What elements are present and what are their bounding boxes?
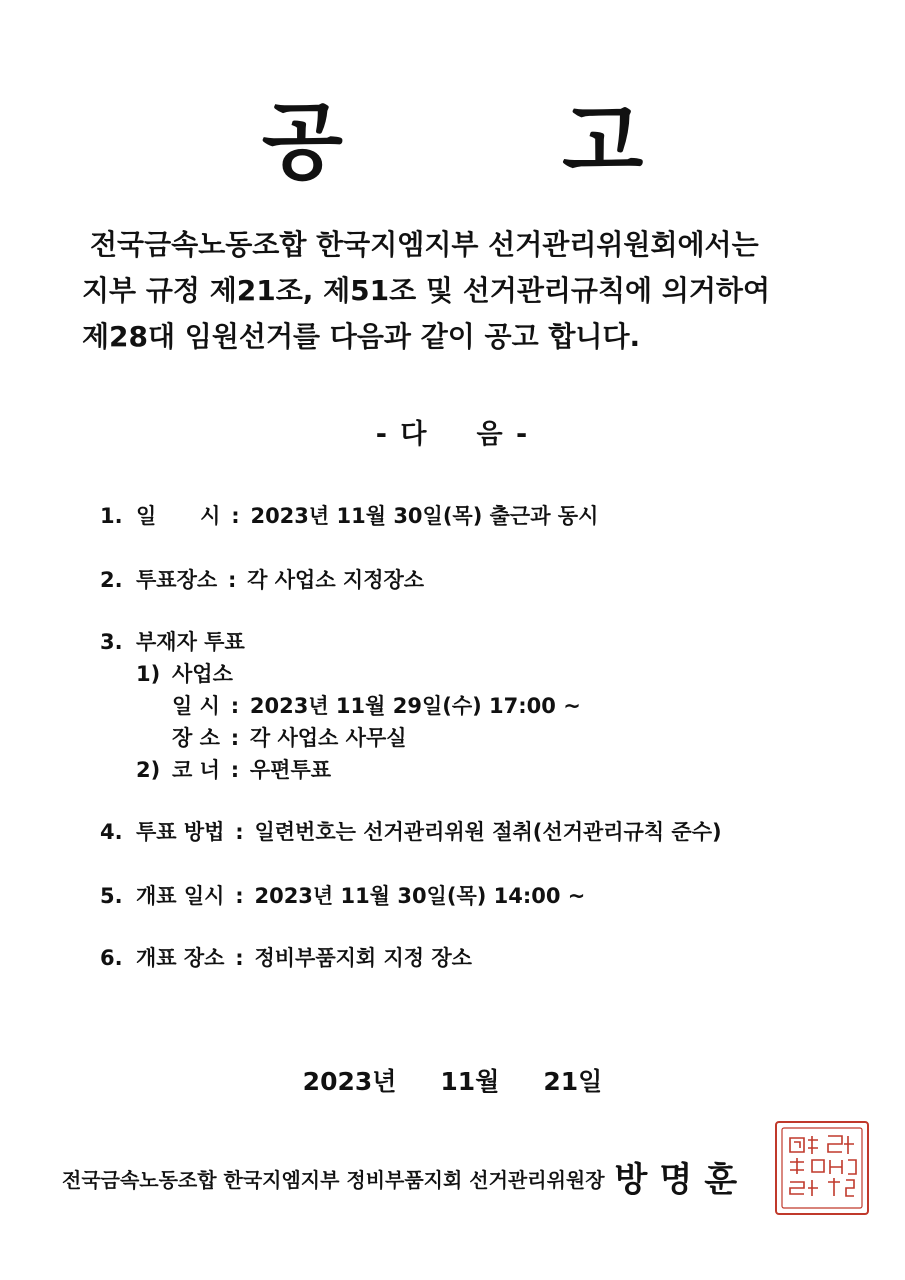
subitem-workplace bbox=[100, 658, 233, 690]
section-heading-right: 음 - bbox=[476, 419, 530, 450]
item-value: 2023년 11월 30일(목) 14:00 ~ bbox=[254, 884, 586, 908]
item-number: 5. bbox=[100, 884, 123, 908]
item-number: 1. bbox=[100, 504, 123, 528]
item-number: 6. bbox=[100, 946, 123, 970]
intro-line-2: 지부 규정 제21조, 제51조 및 선거관리규칙에 의거하여 bbox=[82, 274, 771, 307]
signer-name: 방명훈 bbox=[614, 1160, 750, 1200]
item-label: 개표 일시 bbox=[136, 884, 225, 908]
date-day: 21일 bbox=[543, 1067, 603, 1096]
item-value: 일련번호는 선거관리위원 절취(선거관리규칙 준수) bbox=[254, 820, 722, 844]
item-counting-time bbox=[100, 880, 585, 912]
item-separator: : bbox=[227, 568, 237, 592]
section-heading-left: - 다 bbox=[375, 419, 429, 450]
item-separator: : bbox=[235, 946, 244, 970]
item-voting-place bbox=[100, 564, 424, 596]
item-separator: : bbox=[235, 884, 244, 908]
item-label: 부재자 투표 bbox=[136, 630, 245, 654]
item-label: 개표 장소 bbox=[136, 946, 225, 970]
item-separator: : bbox=[230, 758, 240, 782]
item-label: 투표 방법 bbox=[136, 820, 225, 844]
subitem-number: 2) bbox=[136, 758, 161, 782]
intro-line-1: 전국금속노동조합 한국지엠지부 선거관리위원회에서는 bbox=[90, 228, 759, 261]
intro-paragraph bbox=[82, 222, 842, 360]
item-separator: : bbox=[235, 820, 244, 844]
subitem-workplace-place bbox=[100, 722, 407, 754]
signer-line bbox=[62, 1152, 862, 1201]
item-number: 4. bbox=[100, 820, 123, 844]
subitem-label: 일 시 bbox=[172, 694, 220, 718]
item-label: 일 시 bbox=[136, 504, 221, 528]
item-separator: : bbox=[230, 726, 240, 750]
official-seal-icon bbox=[772, 1118, 872, 1218]
item-value: 2023년 11월 30일(목) 출근과 동시 bbox=[250, 504, 599, 528]
document-title: 공 고 bbox=[261, 93, 739, 191]
item-value: 각 사업소 지정장소 bbox=[247, 568, 425, 592]
item-value: 정비부품지회 지정 장소 bbox=[254, 946, 472, 970]
signer-organization: 전국금속노동조합 한국지엠지부 정비부품지회 선거관리위원장 bbox=[62, 1168, 605, 1192]
notice-date bbox=[0, 1062, 905, 1098]
subitem-value: 각 사업소 사무실 bbox=[249, 726, 407, 750]
subitem-number: 1) bbox=[136, 662, 161, 686]
subitem-corner bbox=[100, 754, 331, 786]
item-separator: : bbox=[231, 504, 240, 528]
intro-line-3: 제28대 임원선거를 다음과 같이 공고 합니다. bbox=[82, 320, 641, 353]
item-label: 투표장소 bbox=[136, 568, 218, 592]
item-absentee-voting bbox=[100, 626, 245, 658]
item-number: 2. bbox=[100, 568, 123, 592]
subitem-workplace-time bbox=[100, 690, 581, 722]
subitem-value: 2023년 11월 29일(수) 17:00 ~ bbox=[249, 694, 581, 718]
subitem-label: 사업소 bbox=[172, 662, 233, 686]
subitem-value: 우편투표 bbox=[249, 758, 332, 782]
date-year: 2023년 bbox=[302, 1067, 397, 1096]
item-counting-place bbox=[100, 942, 472, 974]
subitem-label: 코 너 bbox=[172, 758, 220, 782]
section-heading bbox=[0, 412, 905, 451]
subitem-label: 장 소 bbox=[172, 726, 220, 750]
item-schedule bbox=[100, 500, 598, 532]
item-separator: : bbox=[230, 694, 240, 718]
item-number: 3. bbox=[100, 630, 123, 654]
item-voting-method bbox=[100, 816, 722, 848]
date-month: 11월 bbox=[440, 1067, 500, 1096]
